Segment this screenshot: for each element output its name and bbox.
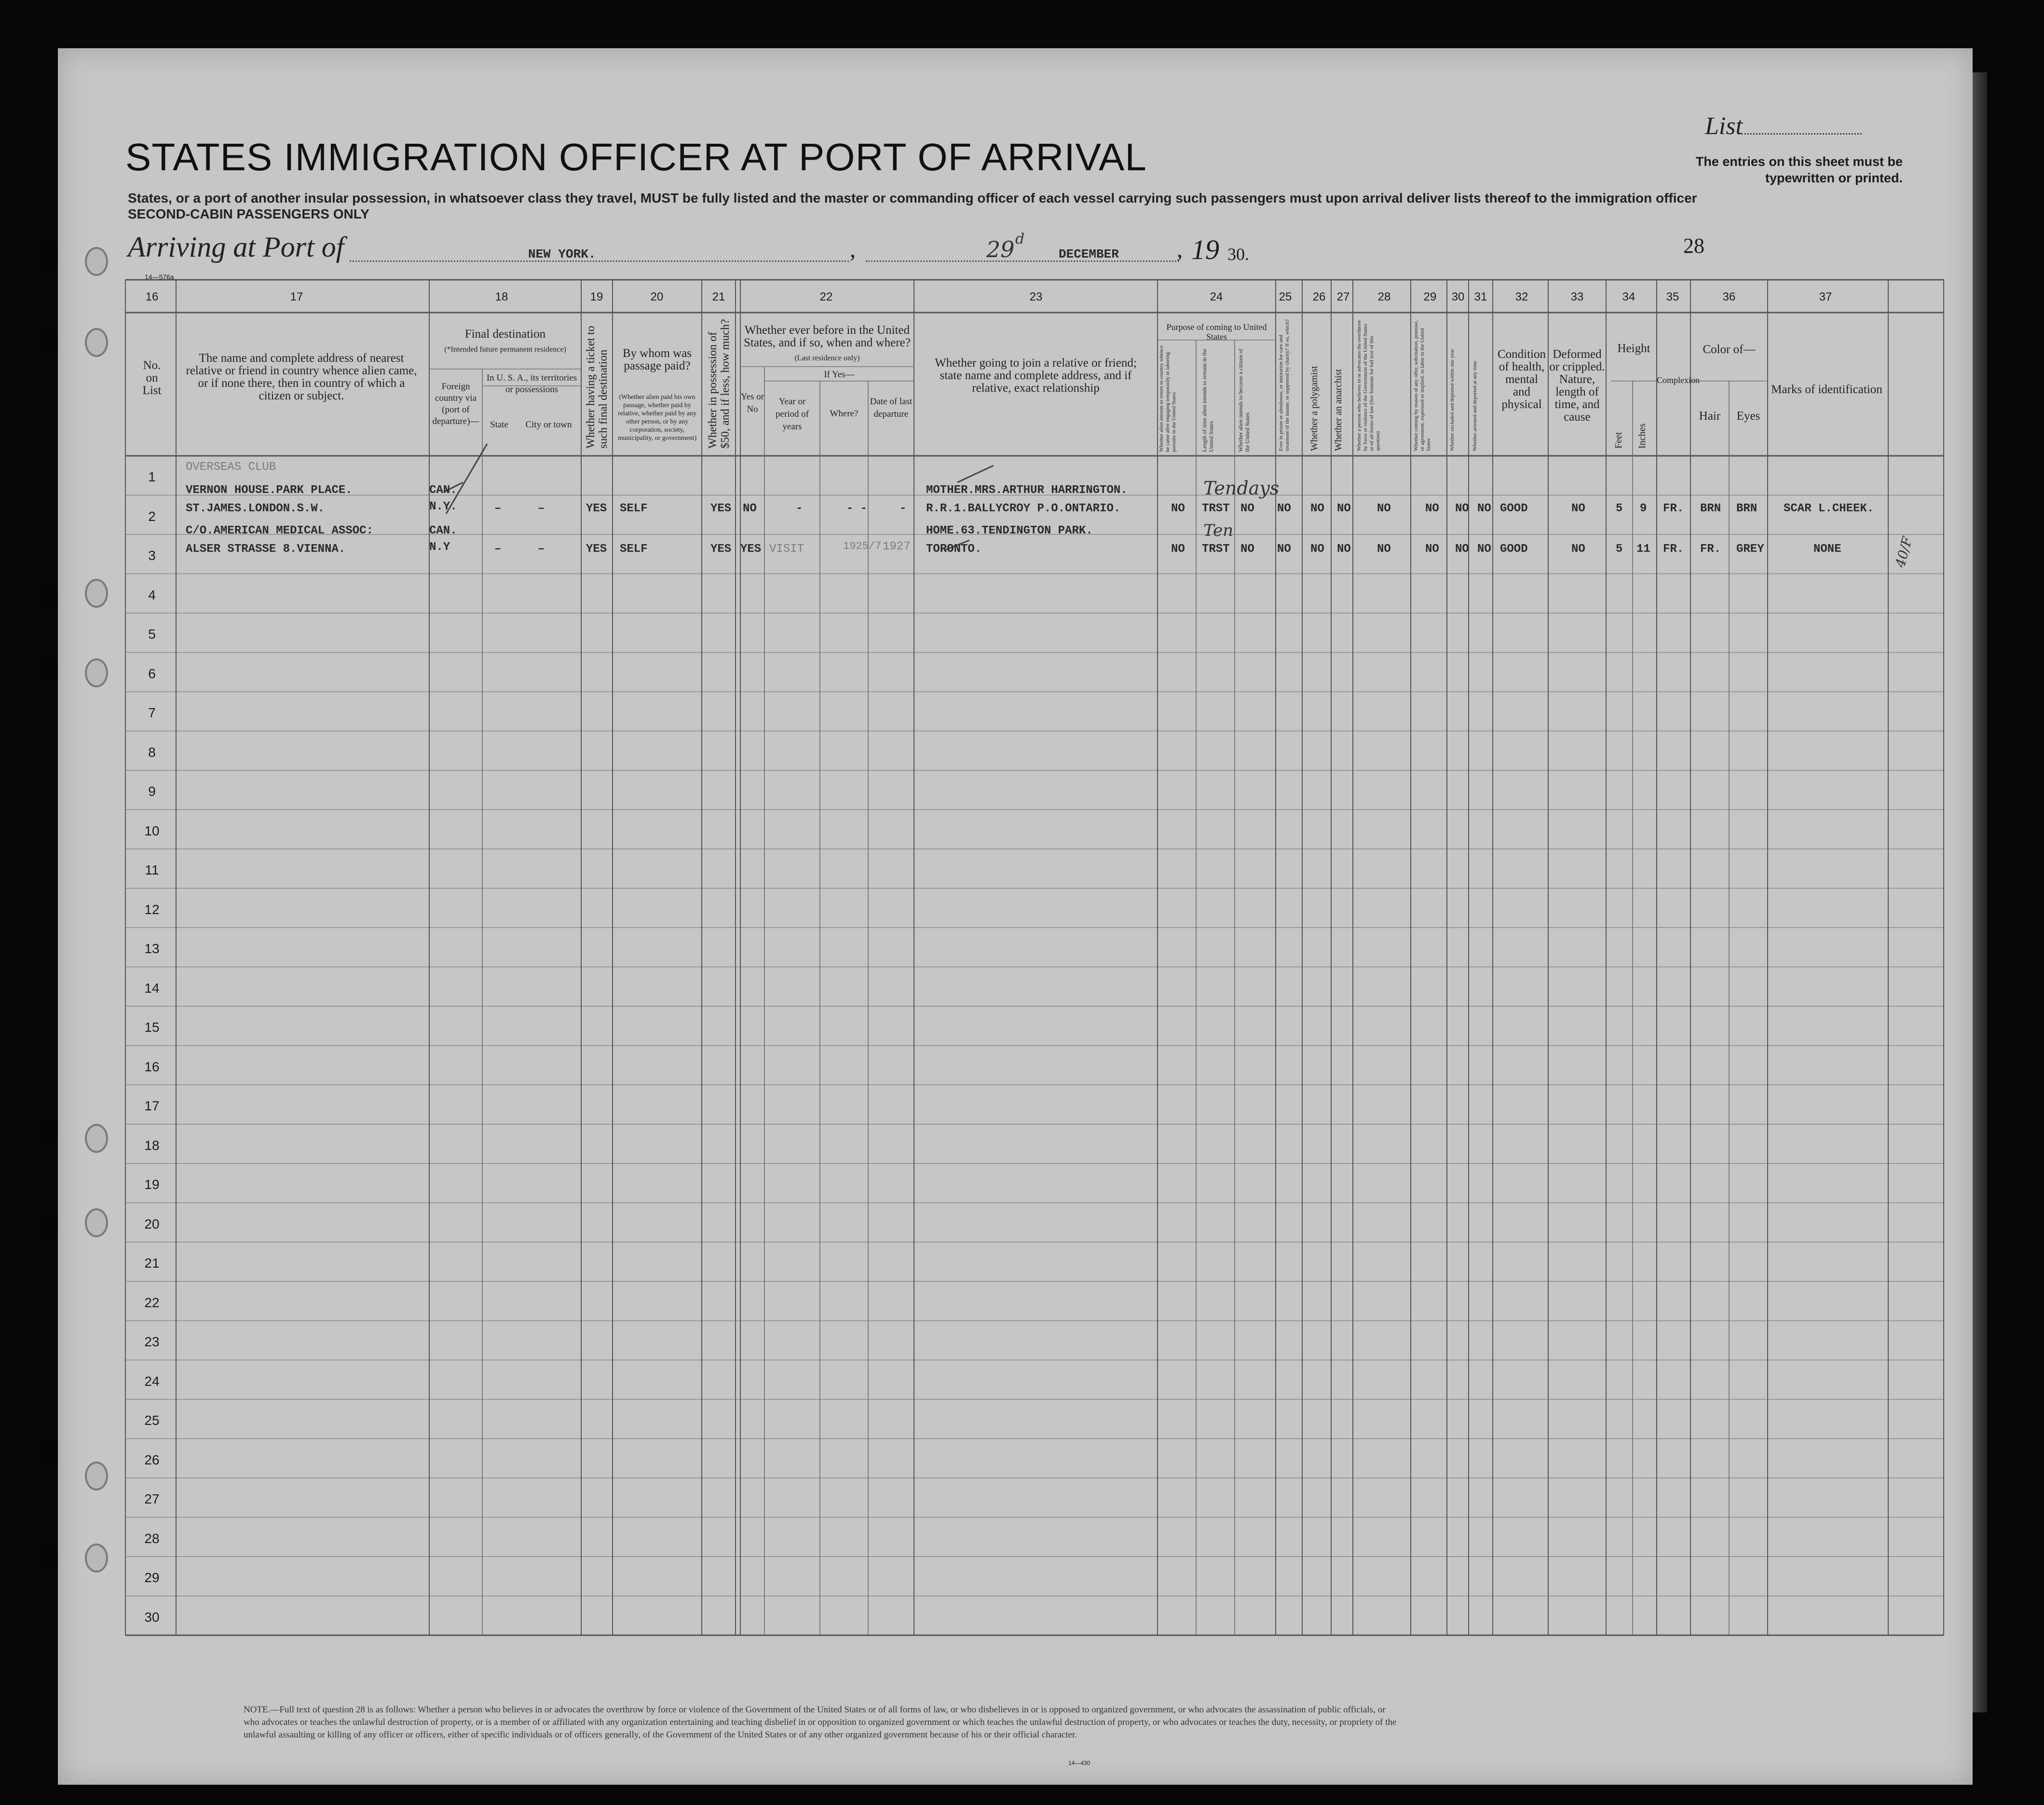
entry1-hair: BRN <box>1700 502 1721 515</box>
col-num-20: 20 <box>650 290 664 303</box>
row-number: 23 <box>144 1334 160 1349</box>
separator-comma: , <box>850 237 856 262</box>
header-arrested: Whether arrested and deported at any time <box>1472 361 1478 451</box>
header-passage-paid-note: (Whether alien paid his own passage, whether paid by relative, whether paid by any other person, or by any corporation, society, municipality, or government) <box>617 394 697 442</box>
row-number: 19 <box>144 1177 160 1192</box>
entry2-length: TRST <box>1202 543 1230 556</box>
instruction-text: States, or a port of another insular possession, in whatsoever class they travel, MUST be fully listed and the master or commanding officer of each vessel carrying such passengers must upon arrival deliver lists thereof to the immigration officer <box>128 191 1697 205</box>
header-marks: Marks of identification <box>1771 383 1882 396</box>
entry2-citizen: NO <box>1240 543 1254 556</box>
entry1-return: NO <box>1171 502 1185 515</box>
col-num-32: 32 <box>1515 290 1528 303</box>
header-overthrow: Whether a person who believes in or advocates the overthrow by force or violence of the Government of the United States or of all forms of law (See footnote for full text of this question) <box>1356 320 1381 451</box>
header-purpose-return: Whether alien intends to return to country whence he came after engaging temporarily in laboring pursuits in the United States <box>1158 345 1177 452</box>
entry2-joining-line2: TORONTO. <box>926 543 982 556</box>
entry2-return: NO <box>1171 543 1185 556</box>
row-number: 18 <box>144 1137 160 1153</box>
entry2-relative-line2: ALSER STRASSE 8.VIENNA. <box>186 543 346 556</box>
entry1-overthrow: NO <box>1377 502 1391 515</box>
row-number: 21 <box>144 1256 160 1271</box>
col-num-37: 37 <box>1819 290 1832 303</box>
col-num-34: 34 <box>1622 290 1635 303</box>
header-no-on-list: No. on List <box>142 359 162 397</box>
entry2-marks: NONE <box>1813 543 1841 556</box>
header-color: Color of— <box>1703 343 1756 356</box>
header-inches: Inches <box>1637 423 1648 449</box>
header-purpose-length: Length of time alien intends to remain in the United States <box>1201 349 1214 452</box>
row-number: 22 <box>144 1295 160 1310</box>
entry1-joining-line1: MOTHER.MRS.ARTHUR HARRINGTON. <box>926 484 1128 497</box>
row-number: 13 <box>144 941 160 956</box>
margin-note: 40/F <box>1892 535 1916 569</box>
row-number: 16 <box>144 1059 160 1074</box>
row-number: 5 <box>148 627 156 642</box>
sheet-number: 28 <box>1683 234 1704 258</box>
row-number: 15 <box>144 1020 160 1035</box>
entry1-relative-line2: ST.JAMES.LONDON.S.W. <box>186 502 325 515</box>
entry1-citizen: NO <box>1240 502 1254 515</box>
col-num-17: 17 <box>290 290 303 303</box>
entry1-inches: 9 <box>1640 502 1647 515</box>
year-prefix: 19 <box>1191 234 1219 265</box>
entry2-relative-line1: C/O.AMERICAN MEDICAL ASSOC: <box>186 524 373 537</box>
header-height: Height <box>1617 342 1650 355</box>
header-final-destination-note: (*Intended future permanent residence) <box>444 345 566 354</box>
header-fifty-dollars: Whether in possession of $50, and if less, how much? <box>707 319 732 449</box>
entry2-overthrow: NO <box>1377 543 1391 556</box>
month-value: DECEMBER <box>1059 247 1119 261</box>
col-num-29: 29 <box>1423 290 1437 303</box>
row-number: 4 <box>148 587 156 602</box>
col-num-30: 30 <box>1451 290 1465 303</box>
entry2-state: – <box>494 543 502 556</box>
header-labor-offer: Whether coming by reason of any offer, solicitation, promise, or agreement, expressed or implied, to labor in the United States <box>1413 320 1431 451</box>
header-city: City or town <box>525 420 572 430</box>
entry2-hair: FR. <box>1700 543 1721 556</box>
col-num-28: 28 <box>1377 290 1391 303</box>
entry1-polygamist: NO <box>1310 502 1324 515</box>
separator-comma: , <box>1177 237 1183 262</box>
row-number: 8 <box>148 744 156 760</box>
header-hair: Hair <box>1699 410 1721 423</box>
entry1-date: - <box>899 502 907 515</box>
entry1-before-in-us: NO <box>743 502 757 515</box>
header-purpose-citizen: Whether alien intends to become a citizen of the United States <box>1237 348 1251 452</box>
col-num-25: 25 <box>1279 290 1292 303</box>
entry1-paid-by: SELF <box>620 502 648 515</box>
cabin-class-text: SECOND-CABIN PASSENGERS ONLY <box>128 206 369 221</box>
entry1-labor-offer: NO <box>1425 502 1439 515</box>
row-number: 26 <box>144 1452 160 1467</box>
entry2-length-handwritten: Ten <box>1203 521 1234 540</box>
header-foreign-country: Foreign country via (port of departure)— <box>432 382 479 426</box>
row-number: 7 <box>148 705 156 720</box>
row-number: 14 <box>144 980 160 996</box>
col-num-36: 36 <box>1722 290 1736 303</box>
entry1-eyes: BRN <box>1736 502 1758 515</box>
entry2-before-in-us: YES <box>740 543 762 556</box>
entry2-anarchist: NO <box>1337 543 1351 556</box>
row-number: 17 <box>144 1098 160 1113</box>
entry2-years: 1925/7 <box>843 540 882 552</box>
col-num-27: 27 <box>1336 290 1350 303</box>
entry2-polygamist: NO <box>1310 543 1324 556</box>
list-label: List <box>1705 112 1743 140</box>
header-where: Where? <box>830 409 858 419</box>
arriving-label: Arriving at Port of <box>128 231 344 263</box>
header-years: Year or period of years <box>775 397 809 432</box>
header-final-destination: Final destination <box>464 328 546 341</box>
entry2-labor-offer: NO <box>1425 543 1439 556</box>
entry1-foreign-line1: CAN. <box>429 484 457 497</box>
form-code: 14—576a <box>145 273 174 281</box>
entry1-state: – <box>494 502 502 515</box>
header-joining-relative: Whether going to join a relative or friend; state name and complete address, and if relative, exact relationship <box>935 356 1137 395</box>
entry2-eyes: GREY <box>1736 543 1764 556</box>
entry2-paid-by: SELF <box>620 543 648 556</box>
col-num-35: 35 <box>1666 290 1679 303</box>
header-polygamist: Whether a polygamist <box>1309 366 1320 451</box>
entry2-foreign-line1: CAN. <box>429 524 457 537</box>
col-num-16: 16 <box>145 290 159 303</box>
entry2-joining-line1: HOME.63.TENDINGTON PARK. <box>926 524 1093 537</box>
entry2-feet: 5 <box>1616 543 1623 556</box>
entry2-city: – <box>538 543 545 556</box>
header-nearest-relative: The name and complete address of nearest relative or friend in country whence alien came, or if none there, then in country of which a citizen or subject. <box>186 352 417 402</box>
col-num-31: 31 <box>1474 290 1487 303</box>
entry1-arrested: NO <box>1477 502 1491 515</box>
entry1-relative-line1: VERNON HOUSE.PARK PLACE. <box>186 484 353 497</box>
year-suffix: 30. <box>1227 245 1249 264</box>
row-number: 12 <box>144 902 160 917</box>
entry1-length: TRST <box>1202 502 1230 515</box>
entry1-marks: SCAR L.CHEEK. <box>1784 502 1874 515</box>
entry1-health: GOOD <box>1500 502 1528 515</box>
entry1-complexion: FR. <box>1663 502 1684 515</box>
row-number: 2 <box>148 508 156 524</box>
header-purpose: Purpose of coming to United States <box>1166 322 1267 342</box>
header-date-departure: Date of last departure <box>870 397 913 419</box>
header-complexion: Complexion <box>1657 375 1700 385</box>
entry1-relative-line0: OVERSEAS CLUB <box>186 461 276 474</box>
entry1-where: - - <box>846 502 868 515</box>
col-num-22: 22 <box>819 290 833 303</box>
header-health: Condition of health, mental and physical <box>1497 348 1546 411</box>
day-value: 29 <box>986 236 1015 262</box>
entry2-date: 1927 <box>883 540 911 553</box>
row-number: 25 <box>144 1413 160 1428</box>
col-num-18: 18 <box>495 290 508 303</box>
entry1-anarchist: NO <box>1337 502 1351 515</box>
col-num-33: 33 <box>1570 290 1584 303</box>
header-before-in-us: Whether ever before in the United States, and if so, when and where? <box>744 324 911 349</box>
entry2-visit: VISIT <box>769 543 804 556</box>
entry1-city: – <box>538 502 545 515</box>
entry2-inches: 11 <box>1636 543 1650 556</box>
entry1-deformed: NO <box>1571 502 1585 515</box>
row-number: 9 <box>148 784 156 799</box>
entry1-ticket: YES <box>586 502 607 515</box>
header-yes-no: Yes or No <box>740 392 764 414</box>
entry1-prison: NO <box>1277 502 1291 515</box>
entry1-fifty-dollars: YES <box>710 502 732 515</box>
row-number: 24 <box>144 1373 160 1389</box>
entry2-arrested: NO <box>1477 543 1491 556</box>
row-number: 10 <box>144 823 160 838</box>
col-num-23: 23 <box>1029 290 1043 303</box>
entry2-health: GOOD <box>1500 543 1528 556</box>
header-eyes: Eyes <box>1736 410 1760 423</box>
row-number: 29 <box>144 1570 160 1585</box>
entry2-fifty-dollars: YES <box>710 543 732 556</box>
row-number: 28 <box>144 1531 160 1546</box>
day-suffix: d <box>1015 231 1025 247</box>
header-excluded: Whether excluded and deported within one year <box>1449 349 1455 451</box>
row-number: 1 <box>148 469 156 484</box>
entry1-years: - <box>796 502 803 515</box>
entry2-complexion: FR. <box>1663 543 1684 556</box>
col-num-19: 19 <box>590 290 603 303</box>
entry2-deformed: NO <box>1571 543 1585 556</box>
row-number: 6 <box>148 666 156 681</box>
entry2-excluded: NO <box>1455 543 1469 556</box>
row-number: 20 <box>144 1216 160 1231</box>
typewritten-note: The entries on this sheet must be typewritten or printed. <box>1695 154 1903 185</box>
entry2-foreign-line2: N.Y <box>429 541 450 554</box>
row-number: 27 <box>144 1491 160 1506</box>
entry2-prison: NO <box>1277 543 1291 556</box>
port-value: NEW YORK. <box>528 247 596 261</box>
entry2-ticket: YES <box>586 543 607 556</box>
col-num-21: 21 <box>712 290 725 303</box>
header-feet: Feet <box>1613 432 1624 449</box>
entry1-foreign-line2: N.Y. <box>429 500 457 513</box>
col-num-26: 26 <box>1312 290 1326 303</box>
page-title: STATES IMMIGRATION OFFICER AT PORT OF ARRIVAL <box>125 136 1147 178</box>
footnote: NOTE.—Full text of question 28 is as follows: Whether a person who believes in or advocates the overthrow by force or violence of the Government of the United States or of all forms of law, or who disbelieves in or is opposed to organized government, or who advocates the assassination of public officials, or who advocates or teaches the unlawful destruction of property, or is a member of or affiliated with any organization entertaining and teaching disbelief in or opposition to organized government or which teaches the unlawful destruction of property, or who advocates or teaches the duty, necessity, or propriety of the unlawful assaulting or killing of any officer or officers, either of specific individuals or of officers generally, of the Government of the United States or of any other organized government because of his or their official character. <box>244 1705 1397 1740</box>
header-deformed: Deformed or crippled. Nature, length of time, and cause <box>1549 348 1605 424</box>
header-anarchist: Whether an anarchist <box>1333 369 1344 451</box>
entry1-length-handwritten: Tendays <box>1203 478 1280 499</box>
header-last-residence: (Last residence only) <box>794 354 860 362</box>
header-ticket: Whether having a ticket to such final destination <box>585 326 610 449</box>
entry1-feet: 5 <box>1616 502 1623 515</box>
col-num-24: 24 <box>1210 290 1223 303</box>
header-state: State <box>490 420 508 430</box>
header-prison: Ever in prison or almshouse, or institution for care and treatment of the insane, or supported by charity? If so, which? <box>1278 319 1290 451</box>
header-in-usa: In U. S. A., its territories or possessions <box>486 373 577 395</box>
row-number: 30 <box>144 1609 160 1625</box>
row-number: 3 <box>148 548 156 563</box>
entry1-joining-line2: R.R.1.BALLYCROY P.O.ONTARIO. <box>926 502 1121 515</box>
header-passage-paid: By whom was passage paid? <box>622 347 692 372</box>
row-number: 11 <box>145 862 159 877</box>
footnote-code: 14—430 <box>1068 1760 1090 1766</box>
entry1-excluded: NO <box>1455 502 1469 515</box>
header-if-yes: If Yes— <box>824 369 855 380</box>
